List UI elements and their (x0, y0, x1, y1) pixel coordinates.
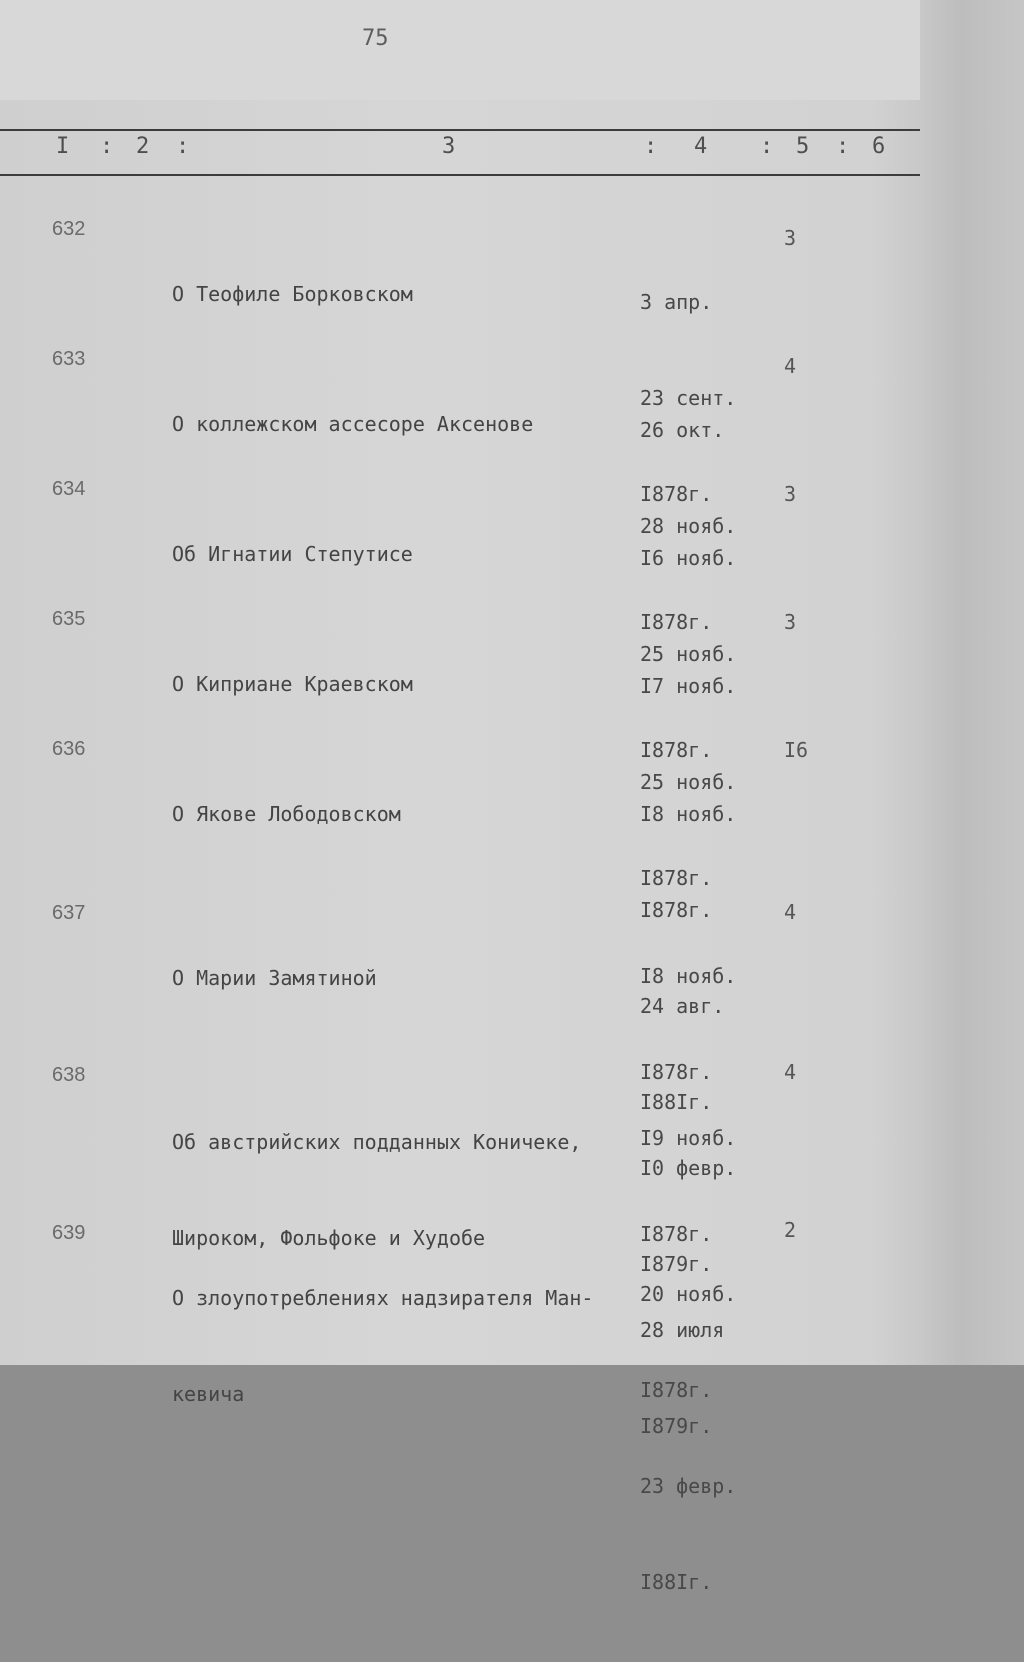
file-title-line: О злоупотреблениях надзирателя Ман- (172, 1286, 594, 1310)
file-date-line: I878г. (640, 1060, 713, 1084)
sheet-count: 3 (784, 610, 797, 634)
file-title-line: Об Игнатии Степутисе (172, 542, 413, 566)
file-date-line: 3 апр. (640, 290, 713, 314)
column-separator: : (836, 134, 850, 159)
file-title-line: О Марии Замятиной (172, 966, 377, 990)
sheet-count: 4 (784, 354, 797, 378)
file-date-line: 26 окт. (640, 418, 725, 442)
file-number: 634 (52, 478, 86, 500)
file-date-line: I7 нояб. (640, 674, 737, 698)
file-dates (640, 1214, 736, 1662)
file-date-line: I8 нояб. (640, 802, 737, 826)
file-date-line: I0 февр. (640, 1156, 737, 1180)
header-bottom-rule (0, 174, 920, 176)
file-date-line: I878г. (640, 898, 713, 922)
file-date-line: I878г. (640, 866, 713, 890)
file-number: 639 (52, 1222, 86, 1244)
header-top-rule (0, 129, 920, 131)
page-right-edge (920, 0, 1024, 1365)
file-number: 638 (52, 1064, 86, 1086)
column-header-3: 3 (442, 134, 456, 159)
file-number: 632 (52, 218, 86, 240)
file-title (172, 734, 401, 894)
page-number: 75 (362, 26, 389, 51)
file-date-line: 25 нояб. (640, 770, 737, 794)
sheet-count: I6 (784, 738, 809, 762)
file-date-line: I879г. (640, 1252, 713, 1276)
file-title-line: О Теофиле Борковском (172, 282, 413, 306)
file-number: 637 (52, 902, 86, 924)
file-date-line: 25 нояб. (640, 642, 737, 666)
upper-sheet-area (0, 0, 920, 100)
file-date-line: I8 нояб. (640, 964, 737, 988)
file-date-line: I88Iг. (640, 1090, 713, 1114)
sheet-count: 2 (784, 1218, 797, 1242)
column-header-6: 6 (872, 134, 886, 159)
file-date-line: I88Iг. (640, 1570, 713, 1594)
file-number: 636 (52, 738, 86, 760)
column-separator: : (100, 134, 114, 159)
column-separator: : (644, 134, 658, 159)
file-title-line: Широком, Фольфоке и Худобе (172, 1226, 486, 1250)
column-header-2: 2 (136, 134, 150, 159)
file-title-line: О коллежском ассесоре Аксенове (172, 412, 534, 436)
file-date-line: 20 нояб. (640, 1282, 737, 1306)
file-date-line: I878г. (640, 738, 713, 762)
file-title-line: О Якове Лободовском (172, 802, 401, 826)
file-title-line: О Киприане Краевском (172, 672, 413, 696)
sheet-count: 4 (784, 900, 797, 924)
file-date-line: 24 авг. (640, 994, 725, 1018)
file-date-line: I879г. (640, 1414, 713, 1438)
column-separator: : (760, 134, 774, 159)
file-date-line: I878г. (640, 1222, 713, 1246)
column-header-4: 4 (694, 134, 708, 159)
file-title-line: кевича (172, 1382, 245, 1406)
sheet-count: 3 (784, 482, 797, 506)
file-title-line: Об австрийских подданных Коничеке, (172, 1130, 582, 1154)
column-header-1: I (56, 134, 70, 159)
file-date-line: 23 февр. (640, 1474, 737, 1498)
file-date-line: I9 нояб. (640, 1126, 737, 1150)
file-title (172, 1218, 593, 1474)
file-date-line: I878г. (640, 1378, 713, 1402)
file-number: 633 (52, 348, 86, 370)
file-date-line: 23 сент. (640, 386, 737, 410)
file-number: 635 (52, 608, 86, 630)
sheet-count: 3 (784, 226, 797, 250)
file-date-line: I878г. (640, 610, 713, 634)
column-header-5: 5 (796, 134, 810, 159)
file-title (172, 898, 377, 1058)
file-date-line: I878г. (640, 482, 713, 506)
column-separator: : (176, 134, 190, 159)
file-date-line: 28 нояб. (640, 514, 737, 538)
file-date-line: 28 июля (640, 1318, 725, 1342)
file-date-line: I6 нояб. (640, 546, 737, 570)
sheet-count: 4 (784, 1060, 797, 1084)
